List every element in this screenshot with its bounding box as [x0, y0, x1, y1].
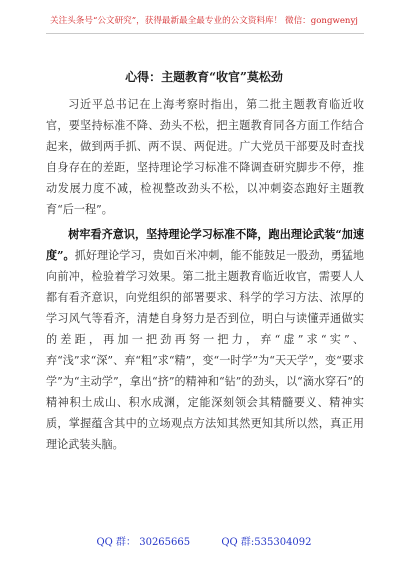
qq-group-2: QQ 群:535304092 [221, 537, 312, 548]
paragraph-2 [46, 224, 364, 455]
header-notice: 关注头条号“公文研究”，获得最新最全最专业的公文资料库！ 微信：gongwenyj [50, 16, 358, 26]
footer-contact [0, 533, 408, 548]
paragraph-2-heading: 树牢看齐意识，坚持理论学习标准不降，跑出理论武装“加速度”。 [46, 228, 364, 262]
header-divider [46, 33, 364, 34]
paragraph-1: 习近平总书记在上海考察时指出，第二批主题教育临近收官，要坚持标准不降、劲头不松，把主题教育同各方面工作结合起来，做到两手抓、两不误、两促进。广大党员干部要及时查找自身存在的差距，坚持理论学习标准不降调查研究脚步不停，推动发展力度不减，检视整改劲头不松，以冲刺姿态跑好主题教育“后一程”。 [46, 98, 364, 216]
document-title: 心得：主题教育“收官”莫松劲 [125, 70, 283, 84]
document-body [46, 94, 364, 459]
paragraph-2-text: 抓好理论学习，贵如百米冲刺，能不能鼓足一股劲，勇猛地向前冲，检验着学习效果。第二批主题教育临近收官，需要人人都有看齐意识，向党组织的部署要求、科学的学习方法、浓厚的学习风气等看齐，清楚自身努力是否到位，明白与读懂弄通做实的差距，再加一把劲再努一把力，弃“虚”求“实”、弃“浅”求“深”、弃“粗”求“精”，变“一时学”为“天天学”，变“要求学”为“主动学”，拿出“挤”的精神和“钻”的劲头，以“滴水穿石”的精神积土成山、积水成渊，定能深刻领会其精髓要义、精神实质，掌握蕴含其中的立场观点方法知其然更知其所以然，真正用理论武装头脑。 [46, 249, 364, 451]
qq-group-1: QQ 群： 30265665 [96, 537, 191, 548]
